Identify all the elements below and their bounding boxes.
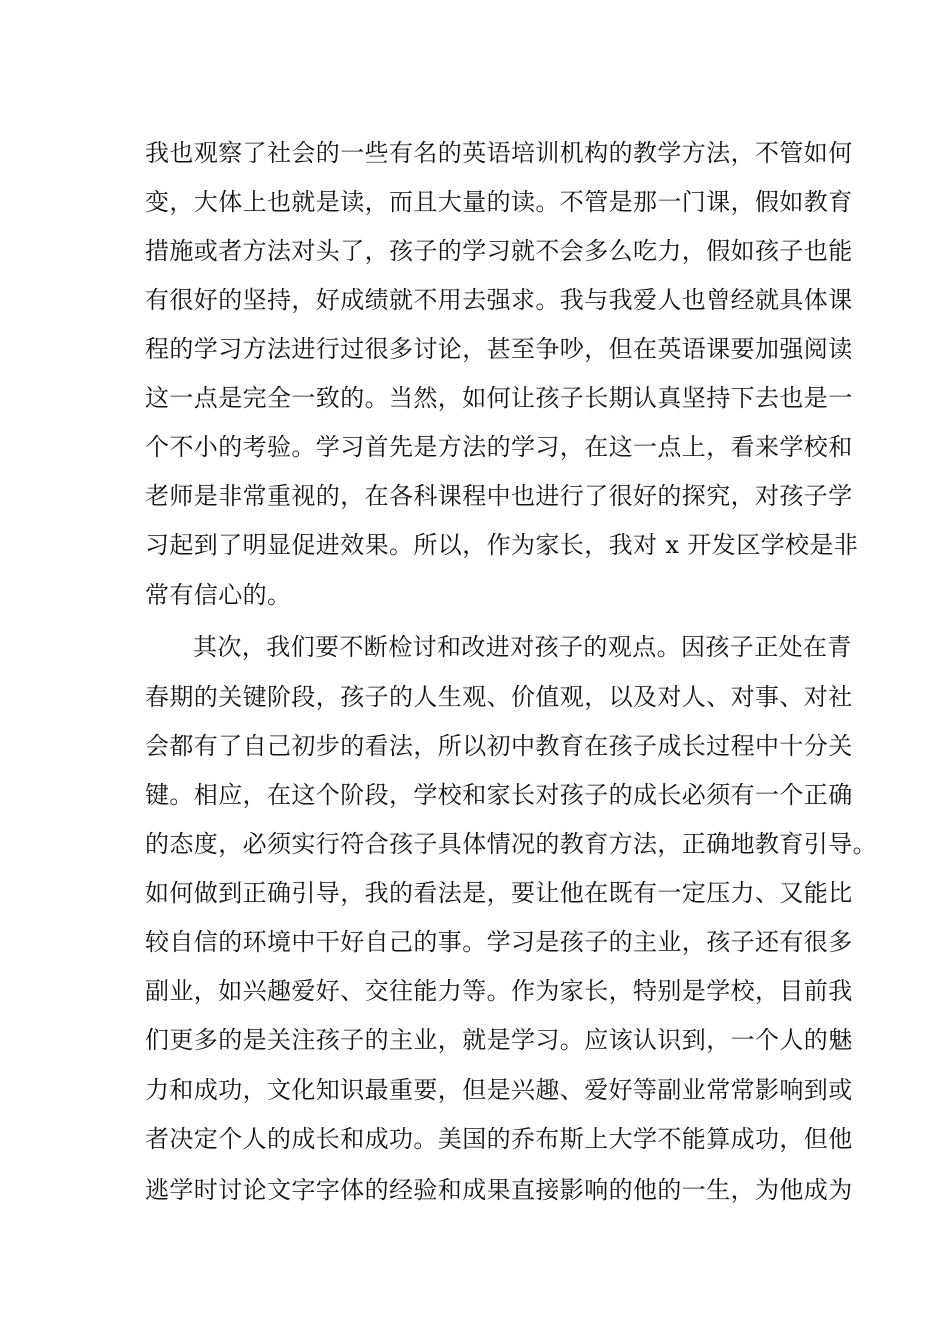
paragraph-line: 常有信心的。	[145, 581, 292, 609]
paragraph-line: 的态度，必须实行符合孩子具体情况的教育方法，正确地教育引导。	[145, 830, 877, 858]
paragraph-line: 较自信的环境中干好自己的事。学习是孩子的主业，孩子还有很多	[145, 928, 853, 956]
paragraph-line: 措施或者方法对头了，孩子的学习就不会多么吃力，假如孩子也能	[145, 237, 853, 265]
paragraph-line: 如何做到正确引导，我的看法是，要让他在既有一定压力、又能比	[145, 879, 853, 907]
paragraph-line: 这一点是完全一致的。当然，如何让孩子长期认真坚持下去也是一	[145, 384, 853, 412]
paragraph-line: 春期的关键阶段，孩子的人生观、价值观，以及对人、对事、对社	[145, 683, 853, 711]
paragraph-line: 力和成功，文化知识最重要，但是兴趣、爱好等副业常常影响到或	[145, 1076, 853, 1104]
paragraph-line: 有很好的坚持，好成绩就不用去强求。我与我爱人也曾经就具体课	[145, 286, 853, 314]
paragraph-line: 们更多的是关注孩子的主业，就是学习。应该认识到，一个人的魅	[145, 1026, 853, 1054]
paragraph-line: 老师是非常重视的，在各科课程中也进行了很好的探究，对孩子学	[145, 482, 853, 510]
paragraph-line: 副业，如兴趣爱好、交往能力等。作为家长，特别是学校，目前我	[145, 977, 853, 1005]
paragraph-line: 个不小的考验。学习首先是方法的学习，在这一点上，看来学校和	[145, 433, 853, 461]
paragraph-line: 程的学习方法进行过很多讨论，甚至争吵，但在英语课要加强阅读	[145, 335, 853, 363]
paragraph-line: 逃学时讨论文字字体的经验和成果直接影响的他的一生，为他成为	[145, 1176, 853, 1204]
paragraph-line: 者决定个人的成长和成功。美国的乔布斯上大学不能算成功，但他	[145, 1125, 853, 1153]
paragraph-line: 会都有了自己初步的看法，所以初中教育在孩子成长过程中十分关	[145, 732, 853, 760]
paragraph-line: 我也观察了社会的一些有名的英语培训机构的教学方法，不管如何	[145, 139, 853, 167]
paragraph-line-indented: 其次，我们要不断检讨和改进对孩子的观点。因孩子正处在青	[193, 633, 852, 661]
paragraph-line: 键。相应，在这个阶段，学校和家长对孩子的成长必须有一个正确	[145, 781, 853, 809]
paragraph-line: 变，大体上也就是读，而且大量的读。不管是那一门课，假如教育	[145, 188, 853, 216]
paragraph-line: 习起到了明显促进效果。所以，作为家长，我对 x 开发区学校是非	[145, 531, 859, 559]
